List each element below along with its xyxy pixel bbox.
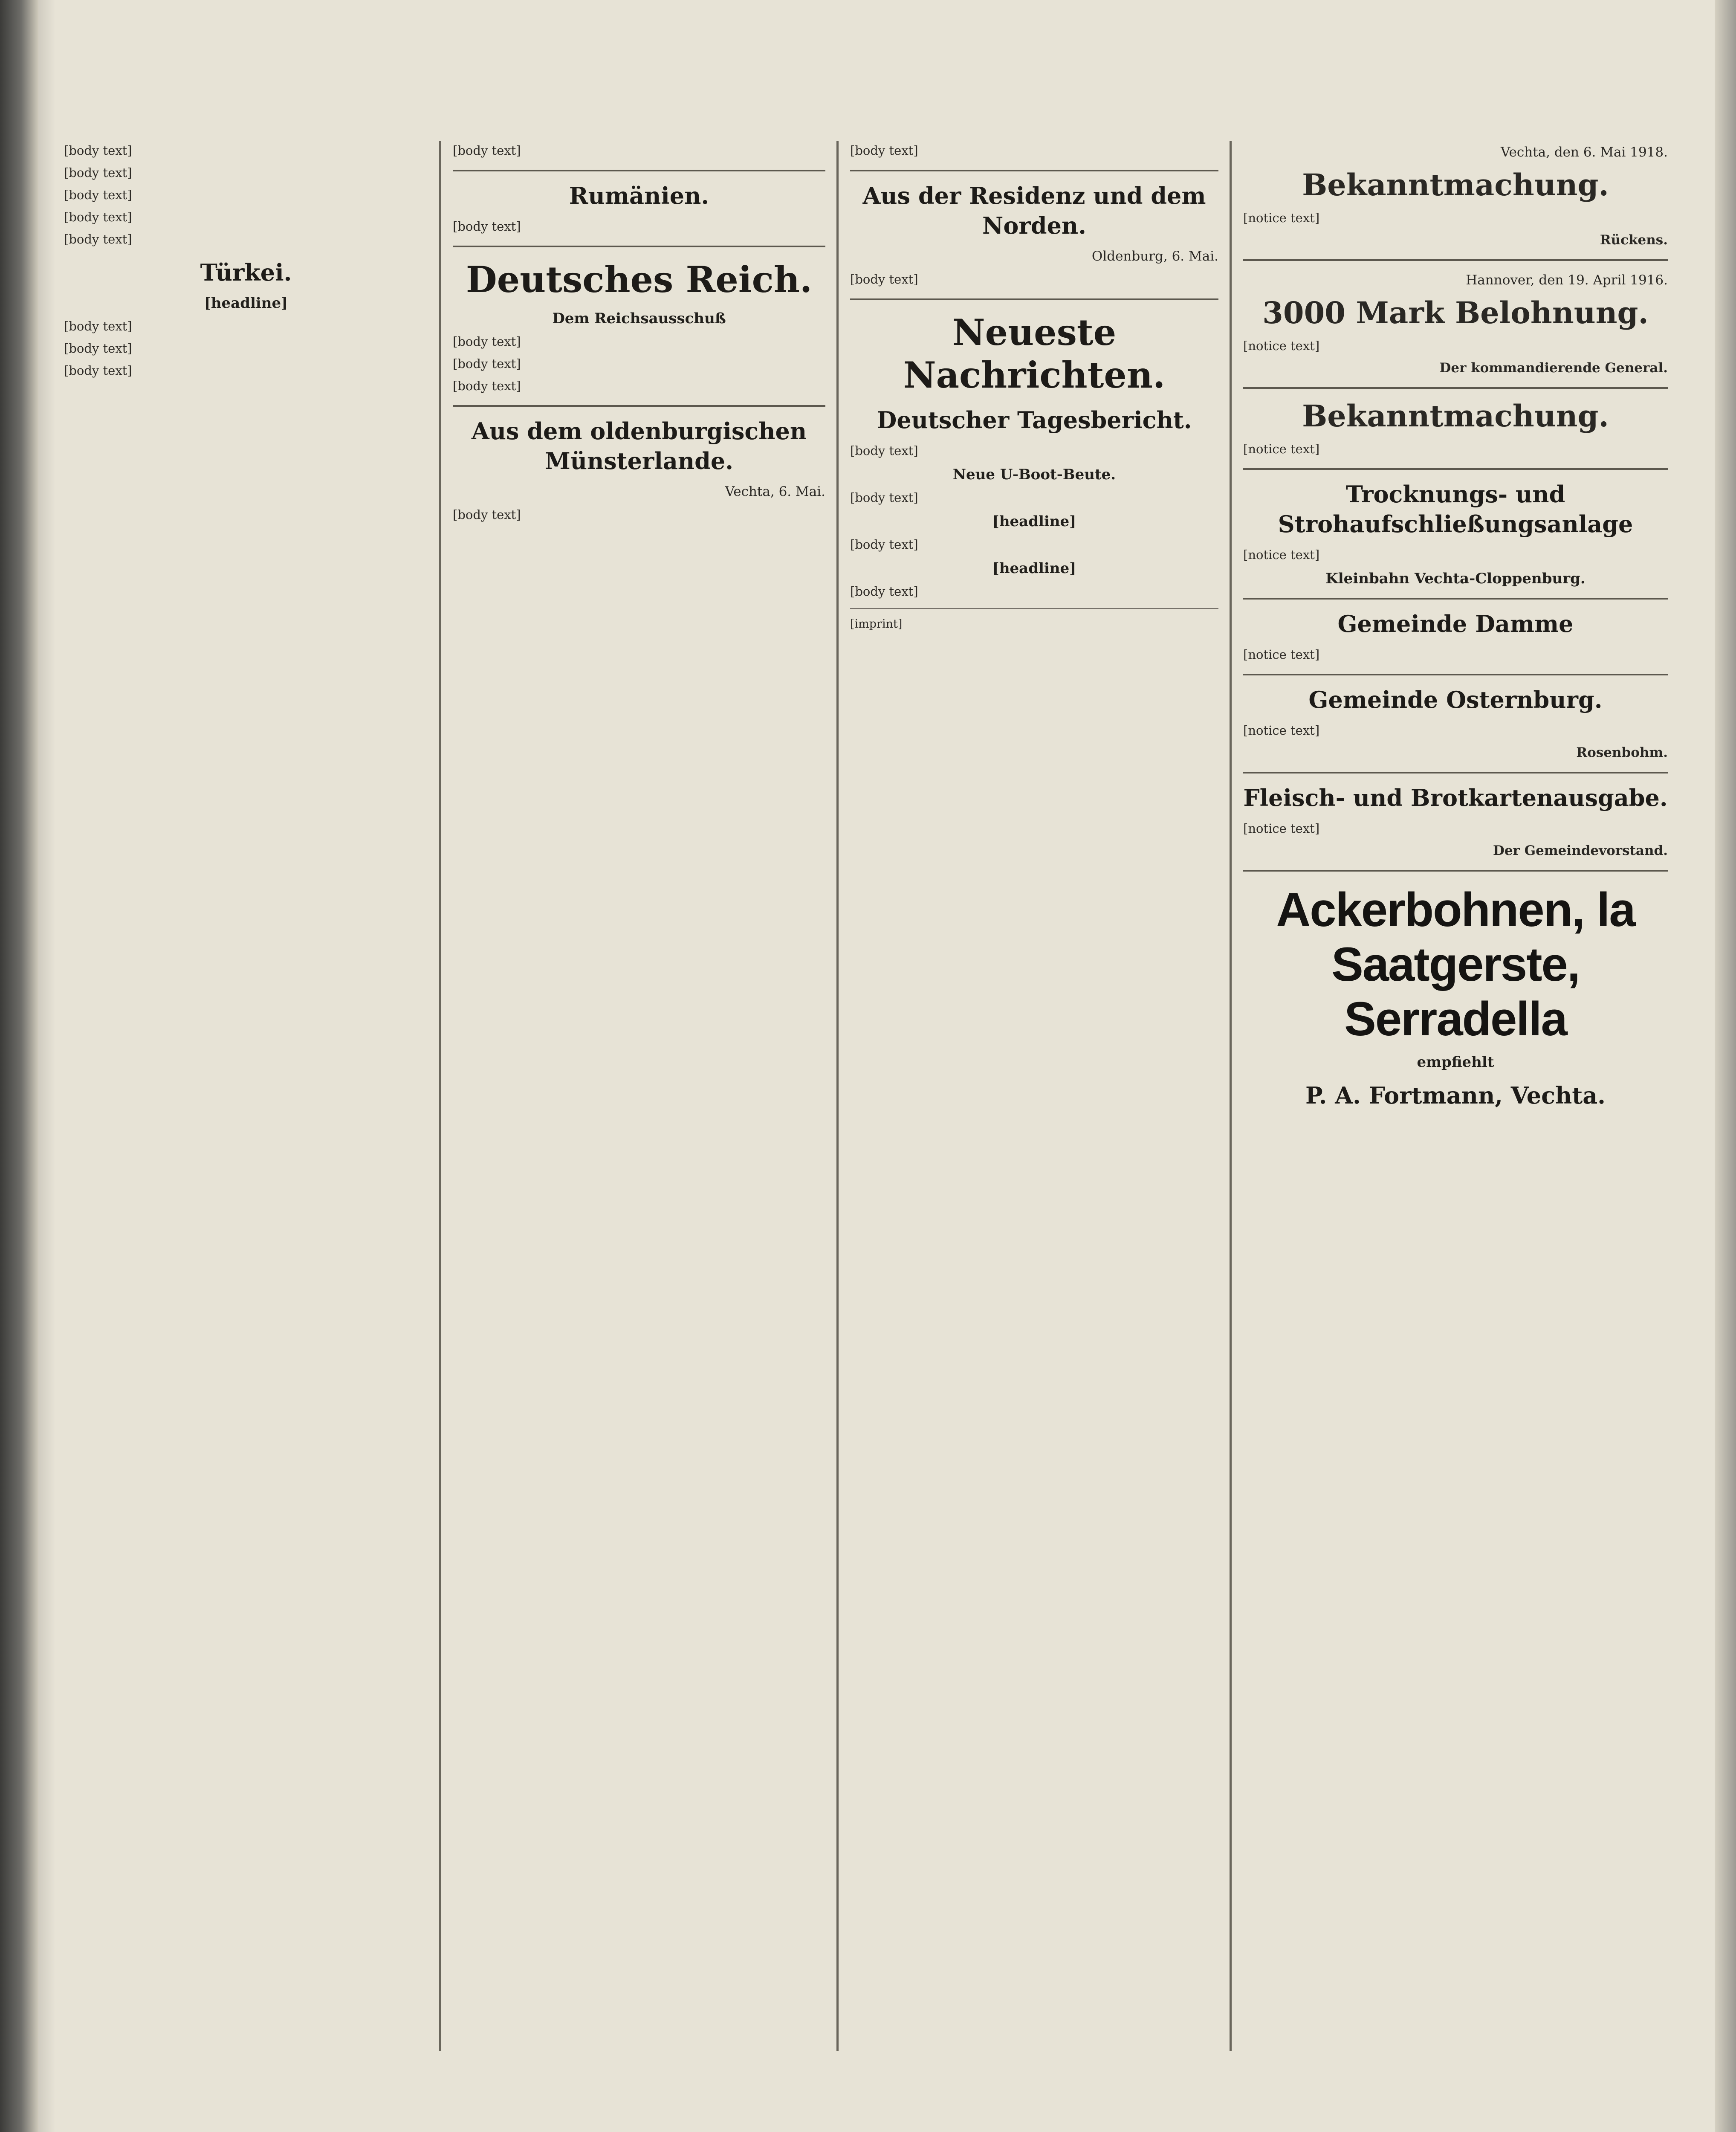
subheading-empfiehlt: empfiehlt bbox=[1417, 1054, 1494, 1071]
column-rule bbox=[1230, 141, 1232, 2051]
article-text-l5: [body text] bbox=[64, 232, 132, 246]
ad-heading-large-ackerbohnen: Ackerbohnen, la Saatgerste, Serradella bbox=[1276, 883, 1635, 1046]
subheading-uboot: Neue U-Boot-Beute. bbox=[952, 466, 1116, 483]
signature-sig3: Rosenbohm. bbox=[1576, 745, 1668, 760]
article-heading-tagesbericht: Deutscher Tagesbericht. bbox=[877, 406, 1192, 434]
article-text-l3: [body text] bbox=[64, 188, 132, 202]
dateline-oldenburg-date: Oldenburg, 6. Mai. bbox=[1091, 249, 1218, 264]
article-text-l8: [body text] bbox=[64, 363, 132, 378]
article-text-l6: [body text] bbox=[64, 319, 132, 333]
article-text-l2: [body text] bbox=[64, 165, 132, 180]
subheading-feuer: [headline] bbox=[992, 513, 1076, 530]
article-text-a6: [notice text] bbox=[1243, 723, 1320, 738]
article-text-m5: [body text] bbox=[453, 379, 521, 393]
article-text-a7: [notice text] bbox=[1243, 821, 1320, 836]
article-heading-trocknung: Trocknungs- und Strohaufschließungsanlage bbox=[1278, 481, 1633, 538]
article-text-m2: [body text] bbox=[453, 219, 521, 234]
article-text-a4: [notice text] bbox=[1243, 547, 1320, 562]
subheading-kleinbahn: Kleinbahn Vechta-Cloppenburg. bbox=[1325, 570, 1586, 587]
signature-sig2: Der kommandierende General. bbox=[1439, 360, 1668, 376]
divider bbox=[1243, 468, 1668, 470]
divider bbox=[453, 170, 825, 171]
divider bbox=[1243, 598, 1668, 600]
divider bbox=[1243, 674, 1668, 675]
ad-heading-bek1: Bekanntmachung. bbox=[1302, 167, 1609, 203]
article-heading-rumanien: Rumänien. bbox=[569, 182, 709, 209]
column-1 bbox=[55, 141, 437, 2051]
column-2 bbox=[443, 141, 835, 2051]
binding-shadow bbox=[0, 0, 38, 2132]
article-text-m1: [body text] bbox=[453, 143, 521, 158]
article-text-a2: [notice text] bbox=[1243, 339, 1320, 353]
ad-heading-bek2: Bekanntmachung. bbox=[1302, 398, 1609, 434]
divider bbox=[453, 405, 825, 407]
article-text-r6: [body text] bbox=[850, 584, 918, 599]
column-rule bbox=[439, 141, 441, 2051]
article-text-l1: [body text] bbox=[64, 143, 132, 158]
imprint-text-imprint: [imprint] bbox=[850, 617, 903, 631]
article-text-r1: [body text] bbox=[850, 143, 918, 158]
article-text-r4: [body text] bbox=[850, 490, 918, 505]
divider bbox=[1243, 772, 1668, 773]
dateline-vechta-date: Vechta, 6. Mai. bbox=[725, 484, 825, 499]
column-rule bbox=[836, 141, 839, 2051]
divider bbox=[850, 170, 1218, 171]
article-text-a1: [notice text] bbox=[1243, 211, 1320, 225]
subheading-kemmel: [headline] bbox=[992, 560, 1076, 577]
article-text-m3: [body text] bbox=[453, 334, 521, 349]
divider bbox=[1243, 387, 1668, 389]
article-text-l7: [body text] bbox=[64, 341, 132, 356]
dateline-hann-date: Hannover, den 19. April 1916. bbox=[1466, 272, 1668, 288]
divider bbox=[850, 298, 1218, 300]
column-4-advertisements bbox=[1234, 141, 1677, 2051]
ad-heading-belohnung: 3000 Mark Belohnung. bbox=[1262, 295, 1649, 330]
subheading-reich-sub: Dem Reichsausschuß bbox=[552, 310, 726, 327]
article-heading-osternburg: Gemeinde Osternburg. bbox=[1308, 686, 1603, 713]
section-heading-neueste: Neueste Nachrichten. bbox=[903, 311, 1166, 396]
section-heading-reich: Deutsches Reich. bbox=[466, 258, 813, 301]
article-text-m4: [body text] bbox=[453, 356, 521, 371]
article-text-r2: [body text] bbox=[850, 272, 918, 287]
article-text-a5: [notice text] bbox=[1243, 647, 1320, 662]
article-heading-oldenburg: Aus dem oldenburgischen Münsterlande. bbox=[471, 417, 807, 475]
article-heading-residenz: Aus der Residenz und dem Norden. bbox=[862, 182, 1206, 239]
divider bbox=[1243, 259, 1668, 261]
divider bbox=[850, 608, 1218, 609]
subheading-turkei-sub: [headline] bbox=[204, 295, 288, 312]
divider bbox=[453, 246, 825, 247]
article-text-m6: [body text] bbox=[453, 507, 521, 522]
article-text-l4: [body text] bbox=[64, 210, 132, 224]
article-heading-fleisch: Fleisch- und Brotkartenausgabe. bbox=[1243, 784, 1668, 811]
dateline-amt-date: Vechta, den 6. Mai 1918. bbox=[1500, 145, 1668, 160]
article-text-r5: [body text] bbox=[850, 537, 918, 552]
signature-sig1: Rückens. bbox=[1600, 232, 1668, 248]
article-heading-turkei: Türkei. bbox=[200, 259, 292, 286]
page-edge bbox=[1715, 0, 1736, 2132]
article-heading-fortmann: P. A. Fortmann, Vechta. bbox=[1305, 1082, 1606, 1109]
article-heading-damme: Gemeinde Damme bbox=[1337, 610, 1574, 637]
article-text-a3: [notice text] bbox=[1243, 442, 1320, 456]
column-3 bbox=[841, 141, 1228, 2051]
divider bbox=[1243, 870, 1668, 872]
signature-sig4: Der Gemeindevorstand. bbox=[1493, 843, 1668, 858]
fold-shade bbox=[38, 0, 55, 2132]
article-text-r3: [body text] bbox=[850, 443, 918, 458]
